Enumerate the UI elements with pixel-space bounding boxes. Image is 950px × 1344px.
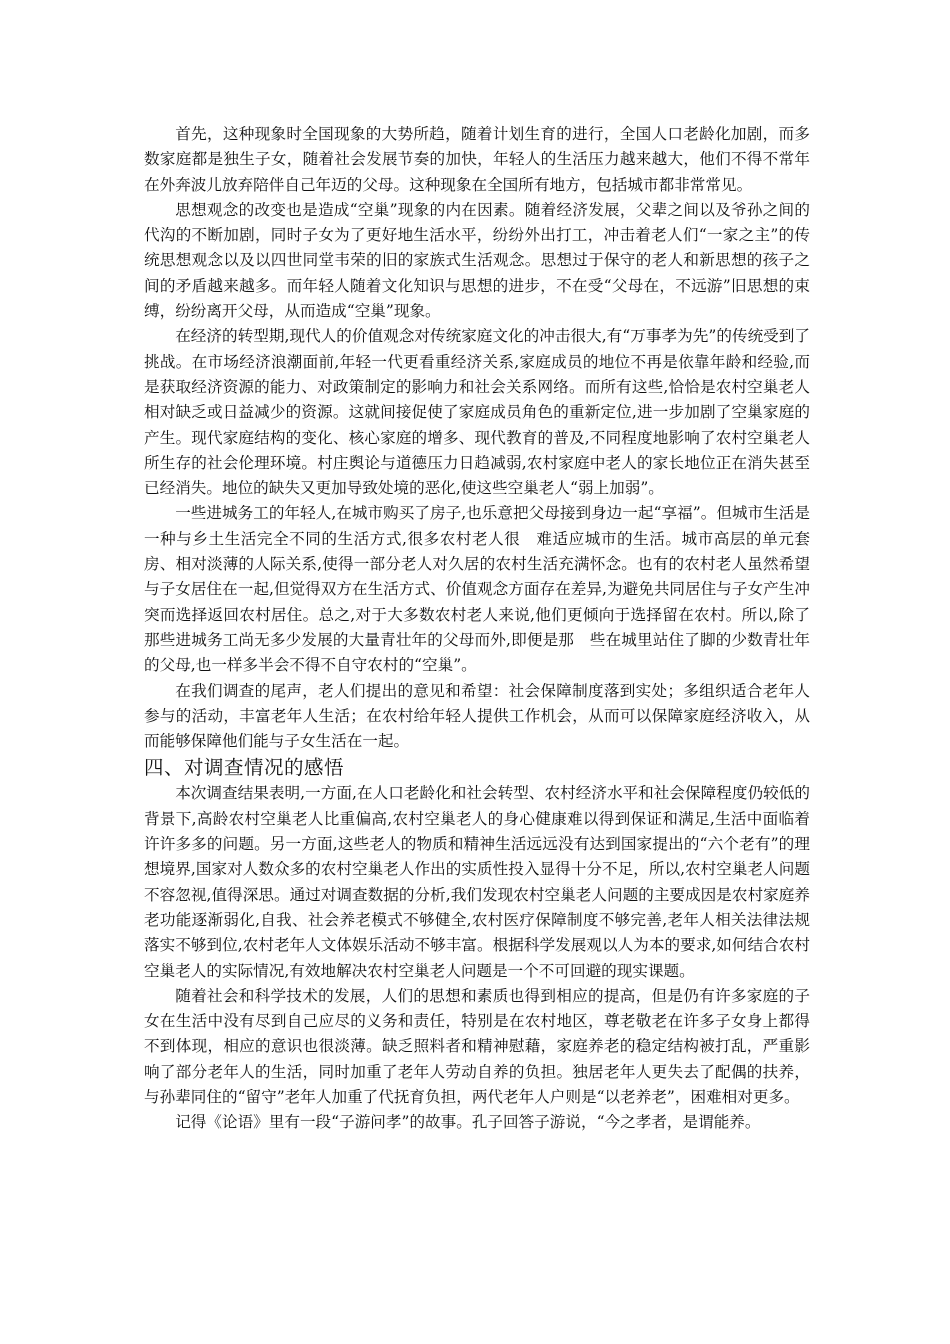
body-paragraph: 记得《论语》里有一段“子游问孝”的故事。孔子回答子游说，“今之孝者，是谓能养。 <box>175 1113 761 1132</box>
body-paragraph: 在我们调查的尾声，老人们提出的意见和希望：社会保障制度落到实处；多组织适合老年人参与的活动，丰富老年人生活；在农村给年轻人提供工作机会，从而可以保障家庭经济收入，从而能够保障他们能与子女生活在一起。 <box>144 681 810 751</box>
body-paragraph: 在经济的转型期,现代人的价值观念对传统家庭文化的冲击很大,有“万事孝为先”的传统受到了挑战。在市场经济浪潮面前,年轻一代更看重经济关系,家庭成员的地位不再是依靠年龄和经验,而是获取经济资源的能力、对政策制定的影响力和社会关系网络。而所有这些,恰恰是农村空巢老人相对缺乏或日益减少的资源。这就间接促使了家庭成员角色的重新定位,进一步加剧了空巢家庭的产生。现代家庭结构的变化、核心家庭的增多、现代教育的普及,不同程度地影响了农村空巢老人所生存的社会伦理环境。村庄舆论与道德压力日趋减弱,农村家庭中老人的家长地位正在消失甚至已经消失。地位的缺失又更加导致处境的恶化,使这些空巢老人“弱上加弱”。 <box>144 327 810 498</box>
body-paragraph: 首先，这种现象时全国现象的大势所趋，随着计划生育的进行，全国人口老龄化加剧，而多数家庭都是独生子女，随着社会发展节奏的加快，年轻人的生活压力越来越大，他们不得不常年在外奔波儿放弃陪伴自己年迈的父母。这种现象在全国所有地方，包括城市都非常常见。 <box>144 125 810 194</box>
section-heading: 四、对调查情况的感悟 <box>144 756 345 780</box>
body-paragraph: 思想观念的改变也是造成“空巢”现象的内在因素。随着经济发展，父辈之间以及爷孙之间的代沟的不断加剧，同时子女为了更好地生活水平，纷纷外出打工，冲击着老人们“一家之主”的传统思想观念以及以四世同堂韦荣的旧的家族式生活观念。思想过于保守的老人和新思想的孩子之间的矛盾越来越多。而年轻人随着文化知识与思想的进步，不在受“父母在，不远游”旧思想的束缚，纷纷离开父母，从而造成“空巢”现象。 <box>144 200 810 321</box>
body-paragraph: 一些进城务工的年轻人,在城市购买了房子,也乐意把父母接到身边一起“享福”。但城市生活是一种与乡土生活完全不同的生活方式,很多农村老人很 难适应城市的生活。城市高层的单元套房、相对淡薄的人际关系,使得一部分老人对久居的农村生活充满怀念。也有的农村老人虽然希望与子女居住在一起,但觉得双方在生活方式、价值观念方面存在差异,为避免共同居住与子女产生冲突而选择返回农村居住。总之,对于大多数农村老人来说,他们更倾向于选择留在农村。所以,除了那些进城务工尚无多少发展的大量青壮年的父母而外,即便是那 些在城里站住了脚的少数青壮年的父母,也一样多半会不得不自守农村的“空巢”。 <box>144 504 810 675</box>
document-page <box>144 122 810 1136</box>
body-paragraph: 本次调查结果表明,一方面,在人口老龄化和社会转型、农村经济水平和社会保障程度仍较低的背景下,高龄农村空巢老人比重偏高,农村空巢老人的身心健康难以得到保证和满足,生活中面临着许许多多的问题。另一方面,这些老人的物质和精神生活远远没有达到国家提出的“六个老有”的理想境界,国家对人数众多的农村空巢老人作出的实质性投入显得十分不足，所以,农村空巢老人问题不容忽视,值得深思。通过对调查数据的分析,我们发现农村空巢老人问题的主要成因是农村家庭养老功能逐渐弱化,自我、社会养老模式不够健全,农村医疗保障制度不够完善,老年人相关法律法规落实不够到位,农村老年人文体娱乐活动不够丰富。根据科学发展观以人为本的要求,如何结合农村空巢老人的实际情况,有效地解决农村空巢老人问题是一个不可回避的现实课题。 <box>144 784 810 980</box>
body-paragraph: 随着社会和科学技术的发展，人们的思想和素质也得到相应的提高，但是仍有许多家庭的子女在生活中没有尽到自己应尽的义务和责任，特别是在农村地区，尊老敬老在许多子女身上都得不到体现，相应的意识也很淡薄。缺乏照料者和精神慰藉，家庭养老的稳定结构被打乱，严重影响了部分老年人的生活，同时加重了老年人劳动自养的负担。独居老年人更失去了配偶的扶养，与孙辈同住的“留守”老年人加重了代抚育负担，两代老年人户则是“以老养老”，困难相对更多。 <box>144 986 810 1106</box>
